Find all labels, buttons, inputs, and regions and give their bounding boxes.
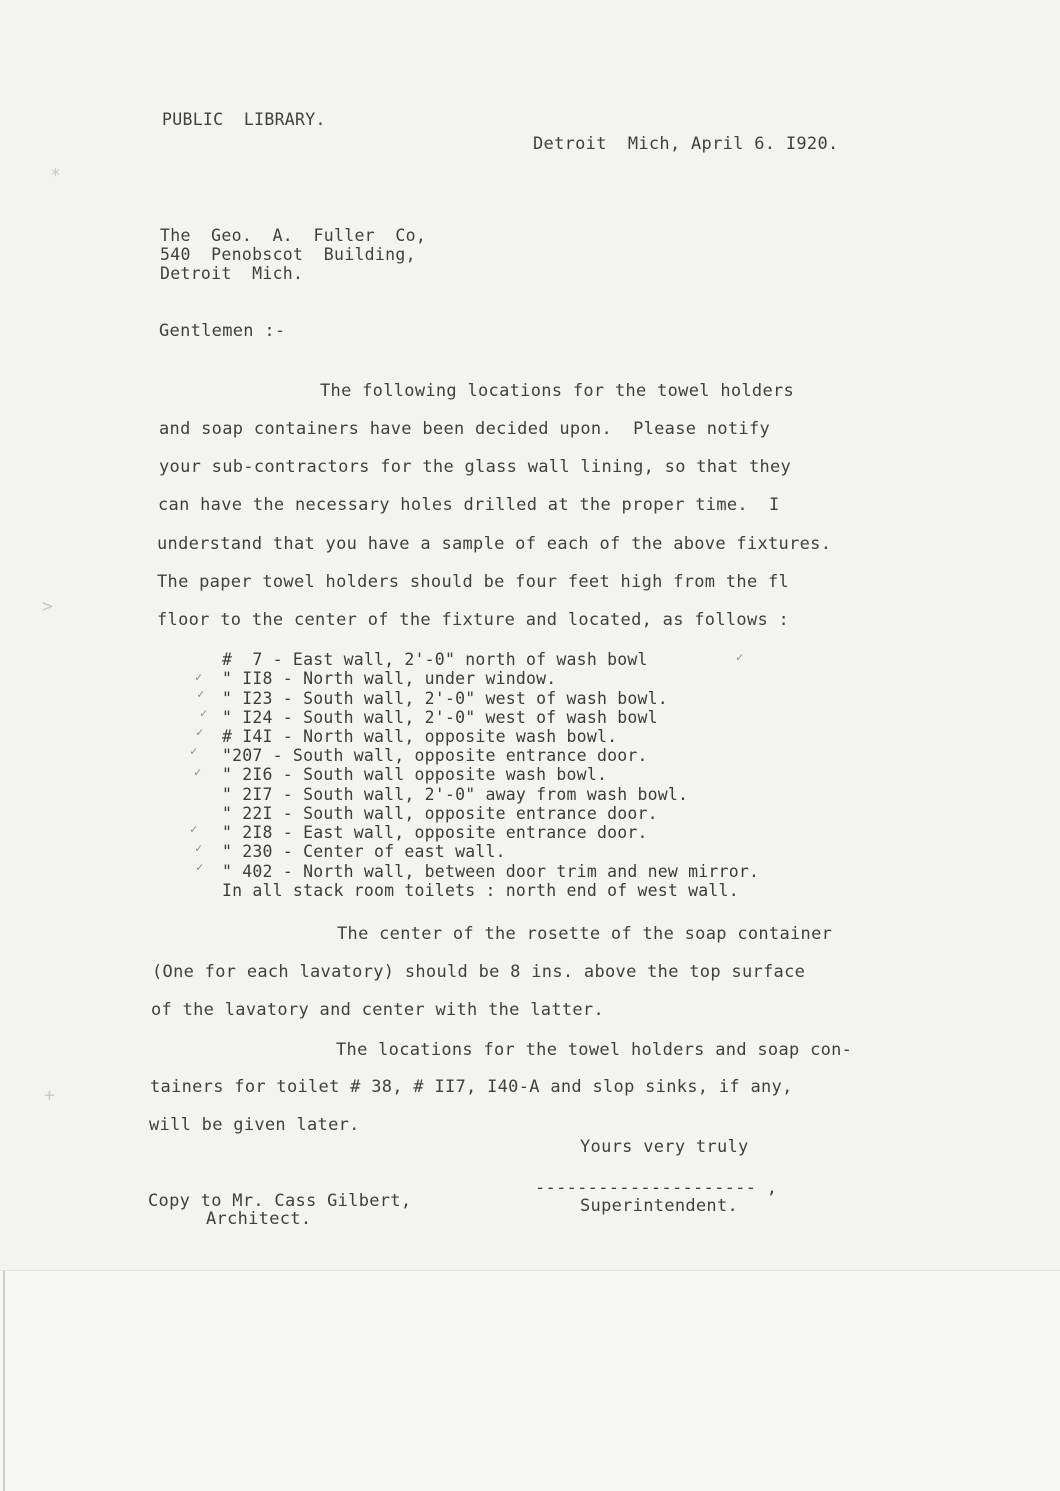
- check-mark: ✓: [197, 687, 205, 701]
- sheet-edge: [3, 1271, 5, 1491]
- location-item-2: " II8 - North wall, under window.: [222, 669, 557, 688]
- para1-line-6: The paper towel holders should be four feet high from the fl: [157, 572, 790, 592]
- para1-line-1: The following locations for the towel holders: [320, 381, 795, 401]
- header-library: PUBLIC LIBRARY.: [162, 110, 326, 129]
- signature-line: --------------------- ,: [535, 1178, 778, 1198]
- check-mark: ✓: [190, 822, 198, 836]
- salutation: Gentlemen :-: [159, 321, 286, 341]
- para1-line-4: can have the necessary holes drilled at the proper time. I: [158, 495, 780, 515]
- paper-blemish: *: [50, 165, 61, 186]
- check-mark: ✓: [196, 860, 204, 874]
- location-item-5: # I4I - North wall, opposite wash bowl.: [222, 727, 618, 746]
- recipient-line-1: The Geo. A. Fuller Co,: [160, 226, 427, 245]
- recipient-line-2: 540 Penobscot Building,: [160, 245, 416, 264]
- paper-blemish: +: [44, 1085, 55, 1106]
- para3-line-1: The locations for the towel holders and soap con-: [336, 1040, 853, 1060]
- para3-line-3: will be given later.: [149, 1115, 360, 1135]
- location-item-3: " I23 - South wall, 2'-0" west of wash bowl.: [222, 689, 668, 708]
- location-item-9: " 22I - South wall, opposite entrance door.: [222, 804, 658, 823]
- location-item-6: "207 - South wall, opposite entrance door.: [222, 746, 648, 765]
- dateline: Detroit Mich, April 6. I920.: [533, 134, 839, 154]
- para1-line-7: floor to the center of the fixture and located, as follows :: [157, 610, 790, 630]
- location-item-4: " I24 - South wall, 2'-0" west of wash bowl: [222, 708, 658, 727]
- check-mark: ✓: [194, 765, 202, 779]
- para1-line-2: and soap containers have been decided upon. Please notify: [159, 419, 771, 439]
- location-item-7: " 2I6 - South wall opposite wash bowl.: [222, 765, 608, 784]
- background-sheet: [0, 1270, 1060, 1491]
- para2-line-2: (One for each lavatory) should be 8 ins. above the top surface: [152, 962, 806, 982]
- location-item-1: # 7 - East wall, 2'-0" north of wash bowl: [222, 650, 648, 669]
- check-mark: ✓: [196, 725, 204, 739]
- location-item-12: " 402 - North wall, between door trim and new mirror.: [222, 862, 760, 881]
- recipient-line-3: Detroit Mich.: [160, 264, 304, 283]
- check-mark: ✓: [736, 650, 744, 664]
- para3-line-2: tainers for toilet # 38, # II7, I40-A and slop sinks, if any,: [150, 1077, 793, 1097]
- signature-title: Superintendent.: [580, 1196, 739, 1216]
- copy-to-line-2: Architect.: [206, 1209, 312, 1229]
- check-mark: ✓: [200, 706, 208, 720]
- para1-line-3: your sub-contractors for the glass wall lining, so that they: [159, 457, 792, 477]
- location-item-13: In all stack room toilets : north end of west wall.: [222, 881, 739, 900]
- location-item-10: " 2I8 - East wall, opposite entrance door.: [222, 823, 648, 842]
- paper-blemish: >: [42, 596, 53, 617]
- para2-line-3: of the lavatory and center with the latter.: [151, 1000, 604, 1020]
- para1-line-5: understand that you have a sample of each of the above fixtures.: [157, 534, 832, 554]
- location-item-11: " 230 - Center of east wall.: [222, 842, 506, 861]
- check-mark: ✓: [195, 841, 203, 855]
- check-mark: ✓: [190, 744, 198, 758]
- closing: Yours very truly: [580, 1137, 749, 1157]
- location-item-8: " 2I7 - South wall, 2'-0" away from wash bowl.: [222, 785, 689, 804]
- copy-to-line-1: Copy to Mr. Cass Gilbert,: [148, 1191, 412, 1211]
- check-mark: ✓: [195, 670, 203, 684]
- para2-line-1: The center of the rosette of the soap container: [337, 924, 833, 944]
